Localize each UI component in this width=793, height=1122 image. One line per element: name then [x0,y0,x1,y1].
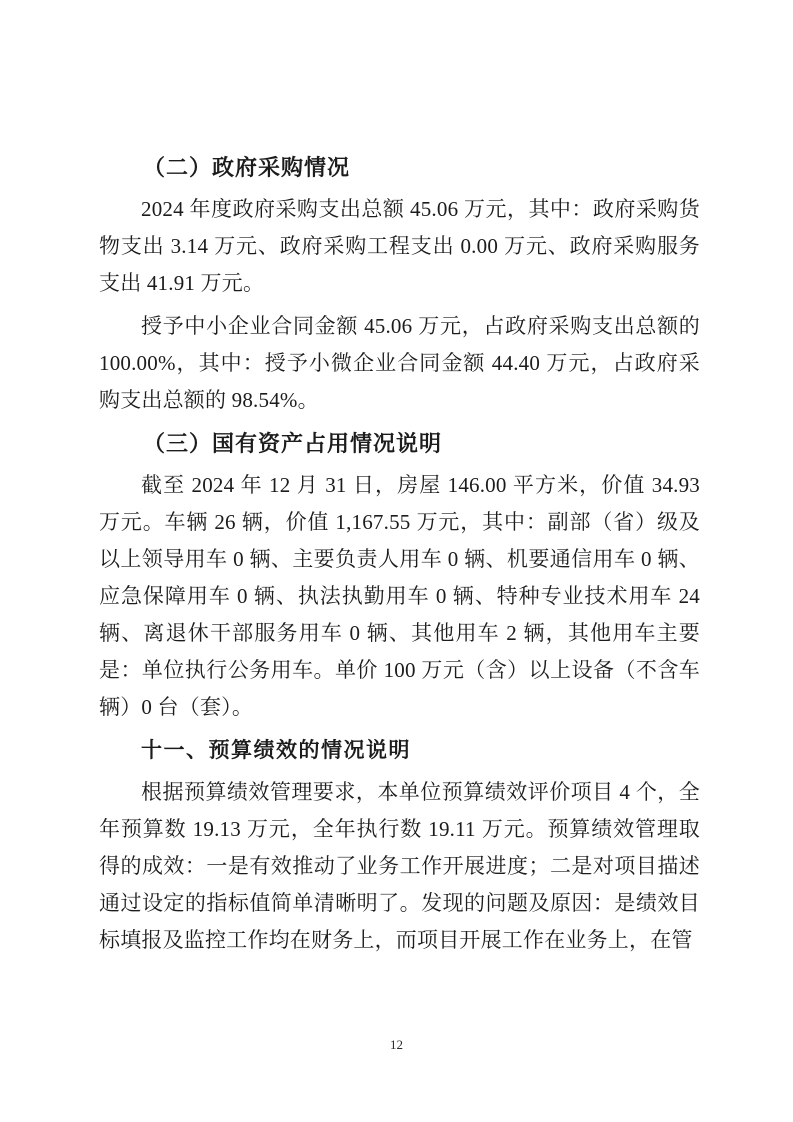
section-heading-state-assets: （三）国有资产占用情况说明 [143,431,443,456]
budget-performance-paragraph: 根据预算绩效管理要求，本单位预算绩效评价项目 4 个，全年预算数 19.13 万元，全年执行数 19.11 万元。预算绩效管理取得的成效：一是有效推动了业务工作开展进度；二是对项目描述通过设定的指标值简单清晰明了。发现的问题及原因：是绩效目标填报及监控工作均在财务上，而项目开展工作在业务上，在管 [99,780,700,952]
document-content [99,149,700,965]
section-heading-government-procurement: （二）政府采购情况 [143,155,351,180]
page-number: 12 [390,1037,403,1052]
state-assets-paragraph: 截至 2024 年 12 月 31 日，房屋 146.00 平方米，价值 34.93 万元。车辆 26 辆，价值 1,167.55 万元，其中：副部（省）级及以上领导用车 0 辆、主要负责人用车 0 辆、机要通信用车 0 辆、应急保障用车 0 辆、执法执勤用车 0 辆、特种专业技术用车 24 辆、离退休干部服务用车 0 辆、其他用车 2 辆，其他用车主要是：单位执行公务用车。单价 100 万元（含）以上设备（不含车辆）0 台（套）。 [99,473,700,719]
government-procurement-summary-paragraph: 2024 年度政府采购支出总额 45.06 万元，其中：政府采购货物支出 3.14 万元、政府采购工程支出 0.00 万元、政府采购服务支出 41.91 万元。 [99,197,700,295]
sme-contracts-paragraph: 授予中小企业合同金额 45.06 万元，占政府采购支出总额的 100.00%，其中：授予小微企业合同金额 44.40 万元，占政府采购支出总额的 98.54%。 [99,314,700,412]
section-heading-budget-performance: 十一、预算绩效的情况说明 [141,739,411,762]
